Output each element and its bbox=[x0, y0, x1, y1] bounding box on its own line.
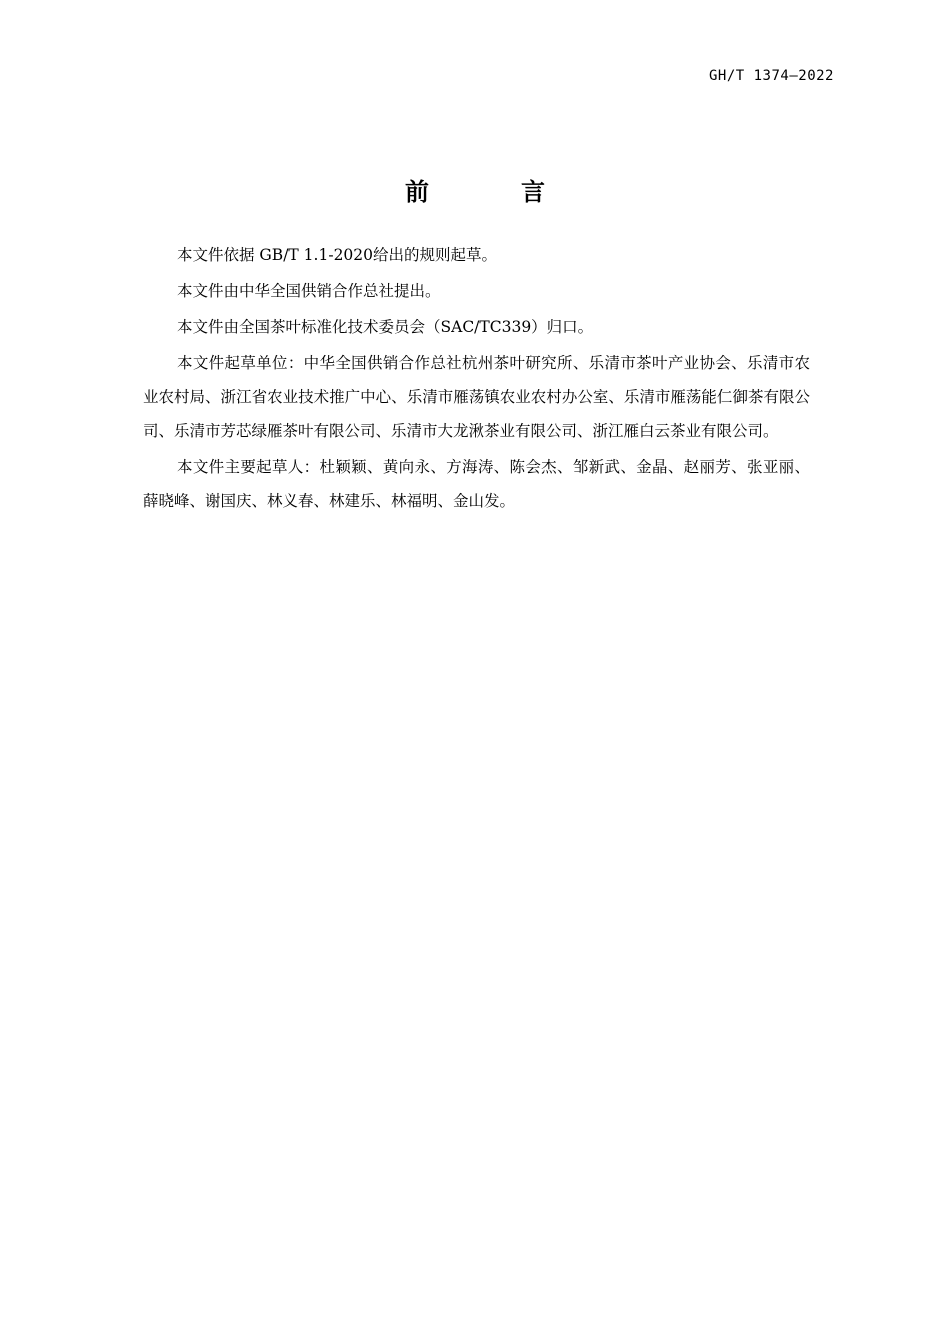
paragraph-drafting-rules: 本文件依据 GB/T 1.1-2020给出的规则起草。 bbox=[177, 246, 498, 264]
paragraph-main-drafters: 本文件主要起草人：杜颖颖、黄向永、方海涛、陈会杰、邹新武、金晶、赵丽芳、张亚丽、薛晓峰、谢国庆、林义春、林建乐、林福明、金山发。 bbox=[143, 458, 810, 510]
page-title: 前 言 bbox=[405, 178, 579, 206]
paragraph-proposer: 本文件由中华全国供销合作总社提出。 bbox=[177, 282, 441, 300]
paragraph-centralized-unit: 本文件由全国茶叶标准化技术委员会（SAC/TC339）归口。 bbox=[177, 318, 594, 336]
standard-code: GH/T 1374—2022 bbox=[708, 68, 834, 84]
document-body bbox=[143, 238, 810, 520]
paragraph-drafting-units: 本文件起草单位：中华全国供销合作总社杭州茶叶研究所、乐清市茶叶产业协会、乐清市农业农村局、浙江省农业技术推广中心、乐清市雁荡镇农业农村办公室、乐清市雁荡能仁御茶有限公司、乐清市芳芯绿雁茶叶有限公司、乐清市大龙湫茶业有限公司、浙江雁白云茶业有限公司。 bbox=[143, 354, 810, 440]
